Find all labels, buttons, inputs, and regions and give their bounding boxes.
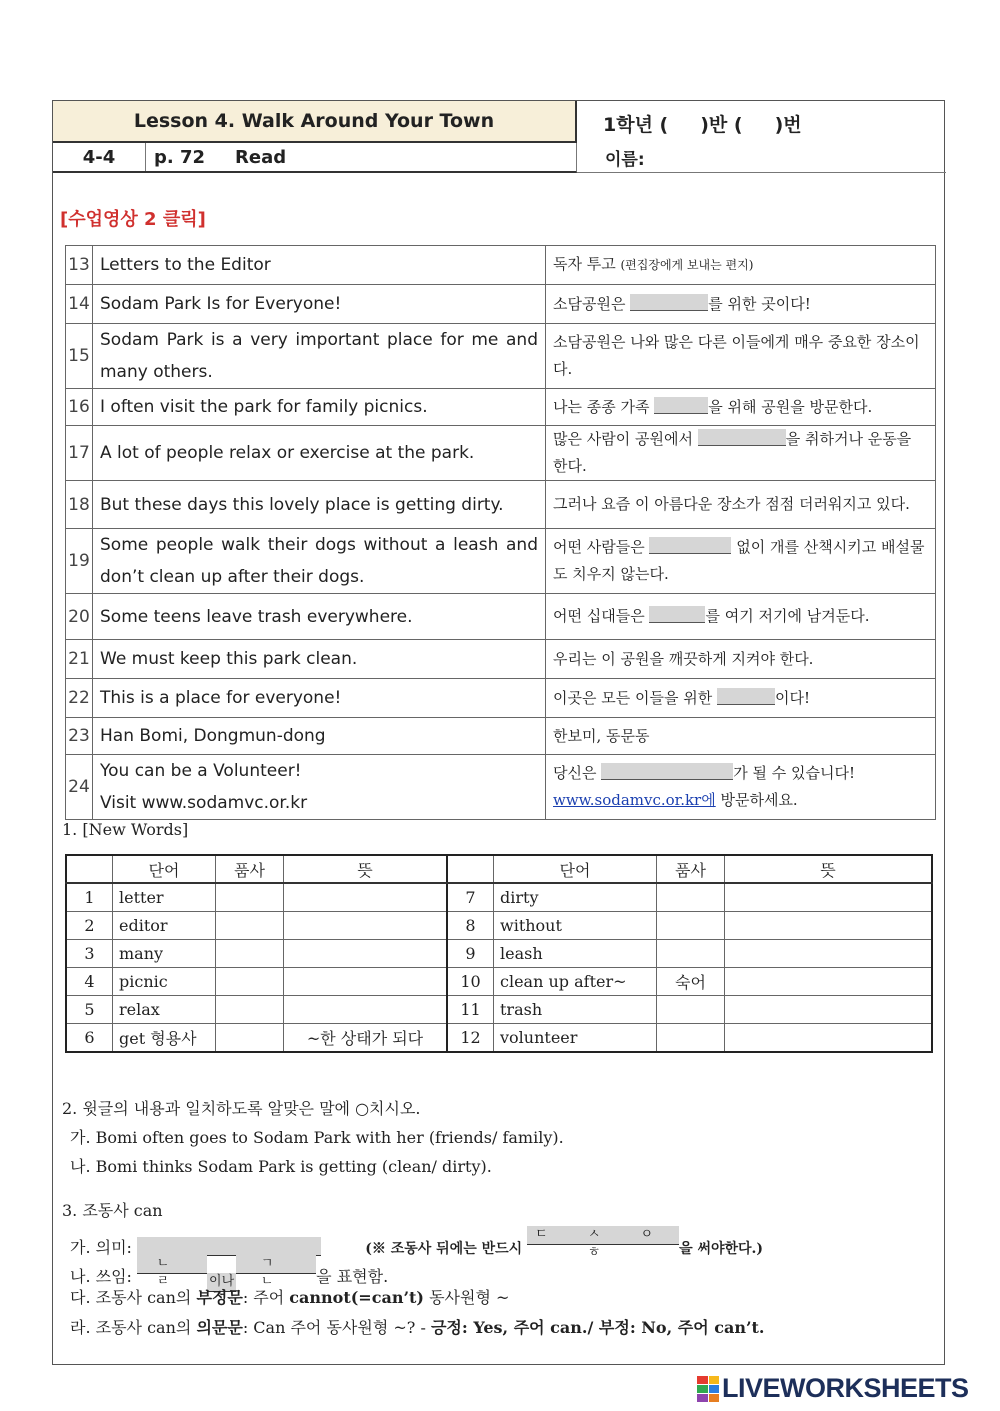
table-row: 14 Sodam Park Is for Everyone! 소담공원은 를 위한 곳이다! [66, 285, 936, 324]
table-row: 1 letter 7 dirty [66, 883, 932, 912]
hint-blank-dshoh[interactable]: ㄷ ㅅ ㅇ ㅎ [527, 1226, 679, 1245]
table-row: 3 many 9 leash [66, 940, 932, 968]
meaning-blank[interactable] [137, 1237, 321, 1256]
table-row: 23 Han Bomi, Dongmun-dong 한보미, 동문동 [66, 718, 936, 755]
table-row: 15 Sodam Park is a very important place for me and many others. 소담공원은 나와 많은 다른 이들에게 매우 중요한 장소이다. [66, 324, 936, 389]
hint-blank-gn[interactable]: ㄱ ㄴ [236, 1255, 316, 1274]
answer-blank[interactable] [601, 763, 733, 780]
lesson-title: Lesson 4. Walk Around Your Town [53, 101, 577, 143]
class-line [603, 110, 802, 137]
reading-table [65, 245, 936, 820]
q2-title: 2. 윗글의 내용과 일치하도록 알맞은 말에 ○치시오. [62, 1099, 421, 1118]
class-label: )반 ( [700, 114, 743, 136]
q3-item-c: 다. 조동사 can의 부정문: 주어 cannot(=can’t) 동사원형 ~ [70, 1288, 510, 1307]
lesson-info-row [53, 143, 577, 173]
grade-label: 1학년 ( [603, 114, 669, 136]
number-label: )번 [774, 114, 802, 136]
q2-item-b[interactable]: 나. Bomi thinks Sodam Park is getting (clean/ dirty). [70, 1157, 492, 1176]
hint-blank-nr[interactable]: ㄴ ㄹ [137, 1255, 207, 1274]
table-row: 20 Some teens leave trash everywhere. 어떤 십대들은 를 여기 저기에 남겨둔다. [66, 594, 936, 640]
table-row: 6 get 형용사 ~한 상태가 되다 12 volunteer [66, 1024, 932, 1053]
answer-blank[interactable] [649, 537, 731, 554]
table-row: 2 editor 8 without [66, 912, 932, 940]
lesson-page [146, 143, 286, 171]
liveworksheets-logo-text: LIVEWORKSHEETS [722, 1373, 969, 1403]
table-row: 17 A lot of people relax or exercise at the park. 많은 사람이 공원에서 을 취하거나 운동을 한다. [66, 426, 936, 481]
answer-blank[interactable] [654, 397, 708, 414]
new-words-title: 1. [New Words] [62, 820, 189, 839]
section-name: Read [235, 146, 287, 168]
table-header: 단어 품사 뜻 단어 품사 뜻 [66, 855, 932, 883]
q3-item-a: 가. 의미: (※ 조동사 뒤에는 반드시 ㄷ ㅅ ㅇ ㅎ 을 써야한다.) [70, 1227, 764, 1260]
table-row: 21 We must keep this park clean. 우리는 이 공원을 깨끗하게 지켜야 한다. [66, 640, 936, 679]
lesson-video-link[interactable]: [수업영상 2 클릭] [60, 209, 206, 230]
answer-blank[interactable] [717, 688, 775, 705]
student-info [577, 101, 946, 173]
table-row: 4 picnic 10 clean up after~ 숙어 [66, 968, 932, 996]
new-words-table [65, 854, 933, 1053]
q3-item-d: 라. 조동사 can의 의문문: Can 주어 동사원형 ~? - 긍정: Yes, 주어 can./ 부정: No, 주어 can’t. [70, 1318, 765, 1337]
answer-blank[interactable] [698, 429, 786, 446]
table-row: 19 Some people walk their dogs without a leash and don’t clean up after their dogs. 어떤 사람들은 없이 개를 산책시키고 배설물도 치우지 않는다. [66, 529, 936, 594]
table-row: 5 relax 11 trash [66, 996, 932, 1024]
liveworksheets-logo [697, 1373, 969, 1404]
lesson-number: 4-4 [53, 143, 146, 171]
table-row: 24 You can be a Volunteer! Visit www.sodamvc.or.kr 당신은 가 될 수 있습니다! www.sodamvc.or.kr에 방문하세요. [66, 755, 936, 820]
q2-item-a[interactable]: 가. Bomi often goes to Sodam Park with her (friends/ family). [70, 1128, 564, 1147]
answer-blank[interactable] [649, 606, 705, 623]
page-number: p. 72 [154, 146, 206, 168]
website-link[interactable]: www.sodamvc.or.kr에 [553, 791, 716, 809]
q3-title: 3. 조동사 can [62, 1201, 163, 1220]
table-row: 18 But these days this lovely place is getting dirty. 그러나 요즘 이 아름다운 장소가 점점 더러워지고 있다. [66, 481, 936, 529]
q3-item-b: 나. 쓰임: ㄴ ㄹ 이나ㄱ ㄴ 을 표현함. [70, 1255, 388, 1292]
table-row: 22 This is a place for everyone! 이곳은 모든 이들을 위한 이다! [66, 679, 936, 718]
table-row: 13 Letters to the Editor 독자 투고 (편집장에게 보내는 편지) [66, 246, 936, 285]
name-label: 이름: [605, 150, 645, 170]
table-row: 16 I often visit the park for family picnics. 나는 종종 가족 을 위해 공원을 방문한다. [66, 389, 936, 426]
answer-blank[interactable] [630, 294, 708, 311]
liveworksheets-logo-icon [697, 1376, 719, 1402]
